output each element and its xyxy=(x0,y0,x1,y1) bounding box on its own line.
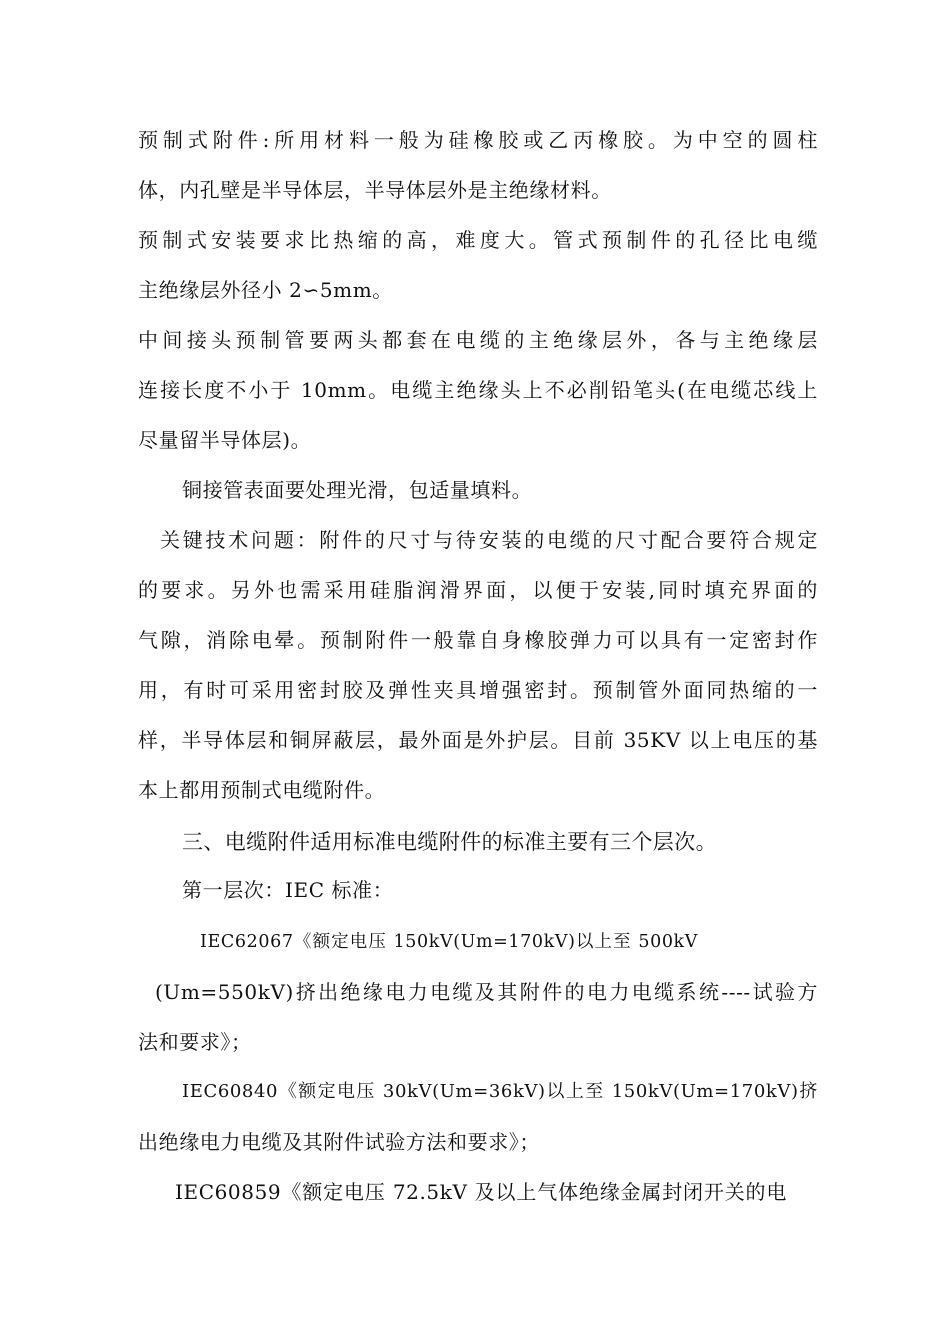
paragraph-line-5: 中间接头预制管要两头都套在电缆的主绝缘层外，各与主绝缘层 xyxy=(138,328,818,352)
paragraph-line-3: 预制式安装要求比热缩的高，难度大。管式预制件的孔径比电缆 xyxy=(138,228,818,252)
standard-line-4: IEC60840《额定电压 30kV(Um=36kV)以上至 150kV(Um=170kV)挤 xyxy=(182,1081,818,1102)
standard-line-2: (Um=550kV)挤出绝缘电力电缆及其附件的电力电缆系统----试验方 xyxy=(155,980,818,1004)
paragraph-line-8: 铜接管表面要处理光滑，包适量填料。 xyxy=(182,478,533,502)
paragraph-line-4: 主绝缘层外径小 2∽5mm。 xyxy=(138,278,393,302)
paragraph-line-14: 本上都用预制式电缆附件。 xyxy=(138,778,386,802)
standard-line-6: IEC60859《额定电压 72.5kV 及以上气体绝缘金属封闭开关的电 xyxy=(175,1180,787,1204)
paragraph-line-10: 的要求。另外也需采用硅脂润滑界面，以便于安装,同时填充界面的 xyxy=(138,578,818,602)
paragraph-line-2: 体，内孔壁是半导体层，半导体层外是主绝缘材料。 xyxy=(138,178,612,202)
standard-line-3: 法和要求》； xyxy=(138,1030,252,1054)
subsection-label: 第一层次：IEC 标准： xyxy=(182,878,394,902)
paragraph-line-7: 尽量留半导体层)。 xyxy=(138,428,312,452)
standard-line-5: 出绝缘电力电缆及其附件试验方法和要求》； xyxy=(138,1130,540,1154)
paragraph-line-1: 预制式附件:所用材料一般为硅橡胶或乙丙橡胶。为中空的圆柱 xyxy=(138,128,818,152)
paragraph-line-11: 气隙，消除电晕。预制附件一般靠自身橡胶弹力可以具有一定密封作 xyxy=(138,628,818,652)
paragraph-line-6: 连接长度不小于 10mm。电缆主绝缘头上不必削铅笔头(在电缆芯线上 xyxy=(138,378,818,402)
standard-line-1: IEC62067《额定电压 150kV(Um=170kV)以上至 500kV xyxy=(200,932,698,952)
paragraph-line-13: 样，半导体层和铜屏蔽层，最外面是外护层。目前 35KV 以上电压的基 xyxy=(138,728,818,752)
section-heading: 三、电缆附件适用标准电缆附件的标准主要有三个层次。 xyxy=(182,830,717,854)
paragraph-line-12: 用，有时可采用密封胶及弹性夹具增强密封。预制管外面同热缩的一 xyxy=(138,678,818,702)
paragraph-line-9: 关键技术问题：附件的尺寸与待安装的电缆的尺寸配合要符合规定 xyxy=(160,528,818,552)
